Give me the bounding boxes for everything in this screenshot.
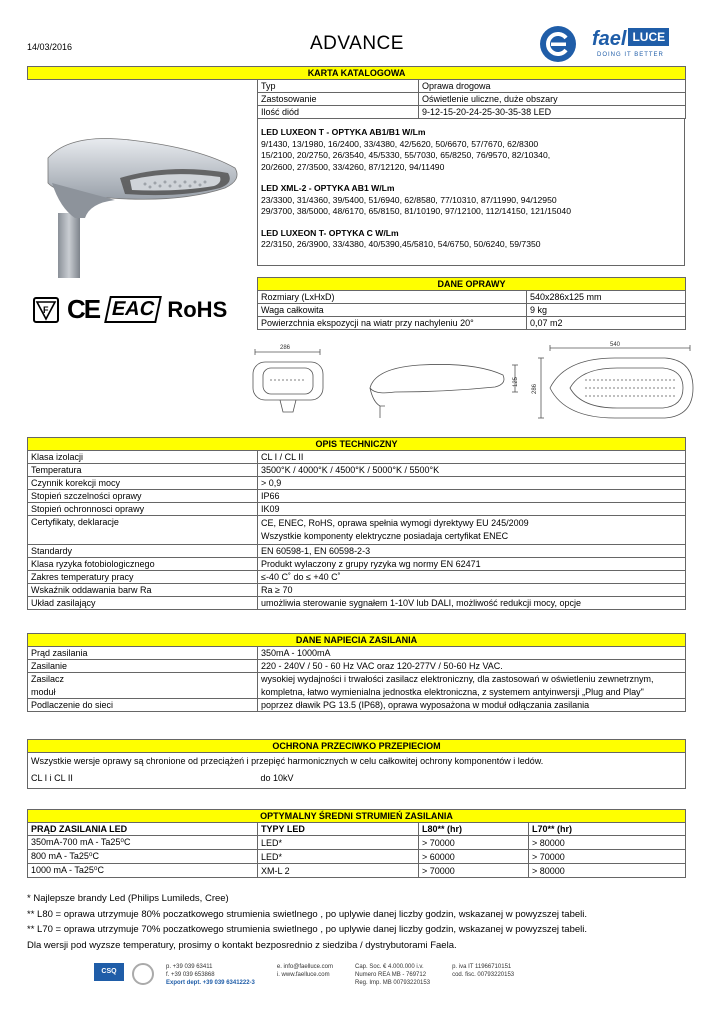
- strumien-cell: XM-L 2: [258, 864, 419, 878]
- strumien-header: PRĄD ZASILANIA LED: [28, 823, 258, 836]
- strumien-cell: > 60000: [419, 850, 529, 864]
- csq-logo: CSQ: [94, 963, 124, 981]
- napiecia-label: Zasilanie: [28, 660, 258, 673]
- certifications: [33, 294, 227, 325]
- opis-label: Układ zasilający: [28, 597, 258, 610]
- optics-block: [257, 118, 685, 266]
- footer-iva: p. iva IT 11966710151: [452, 964, 512, 970]
- ce-mark: CE: [67, 294, 100, 324]
- strumien-cell: > 70000: [529, 850, 686, 864]
- strumien-title: OPTYMALNY ŚREDNI STRUMIEŃ ZASILANIA: [28, 810, 686, 823]
- opis-value: IP66: [258, 490, 686, 503]
- opis-value: EN 60598-1, EN 60598-2-3: [258, 545, 686, 558]
- eac-mark: EAC: [104, 296, 162, 323]
- opis-value: > 0,9: [258, 477, 686, 490]
- optics-line: 23/3300, 31/4360, 39/5400, 51/6940, 62/8580, 77/10310, 87/11990, 94/12950: [261, 194, 557, 205]
- karta-title: KARTA KATALOGOWA: [28, 67, 686, 80]
- optics-line: 29/3700, 38/5000, 48/6170, 65/8150, 81/10190, 97/12100, 112/14150, 121/15040: [261, 206, 571, 216]
- dim-540: 540: [610, 342, 621, 348]
- opis-label: Klasa izolacji: [28, 451, 258, 464]
- brand-tagline: DOING IT BETTER: [597, 52, 664, 58]
- napiecia-label: Podlaczenie do sieci: [28, 699, 258, 712]
- strumien-header: L70** (hr): [529, 823, 686, 836]
- opis-label: Stopień szczelności oprawy: [28, 490, 258, 503]
- opis-label: Zakres temperatury pracy: [28, 571, 258, 584]
- footer-tax: [452, 963, 514, 979]
- oprawa-value: 0,07 m2: [527, 317, 686, 330]
- footer-phone: p. +39 039 63411: [166, 964, 213, 970]
- footnote: ** L80 = oprawa utrzymuje 80% poczatkowego strumienia swietlnego , po uplywie danej liczby godzin, wskazanej w powyzszej tabeli.: [27, 908, 588, 920]
- opis-title: OPIS TECHNICZNY: [28, 438, 686, 451]
- ochrona-title: OCHRONA PRZECIWKO PRZEPIECIOM: [28, 740, 686, 753]
- dim-125: 125: [513, 376, 519, 387]
- opis-value: [258, 516, 686, 545]
- footer-capital: Cap. Soc. € 4.000.000 i.v.: [355, 964, 424, 970]
- opis-label: Czynnik korekcji mocy: [28, 477, 258, 490]
- strumien-cell: 1000 mA - Ta25⁰C: [28, 864, 258, 878]
- model-title: ADVANCE: [310, 33, 404, 54]
- strumien-cell: LED*: [258, 850, 419, 864]
- napiecia-value: 350mA - 1000mA: [258, 647, 686, 660]
- napiecia-value: 220 - 240V / 50 - 60 Hz VAC oraz 120-277V / 50-60 Hz VAC.: [258, 660, 686, 673]
- strumien-cell: 350mA-700 mA - Ta25⁰C: [28, 836, 258, 850]
- fael-e-logo-icon: [540, 26, 576, 62]
- date: 14/03/2016: [27, 42, 73, 52]
- strumien-cell: > 70000: [419, 836, 529, 850]
- strumien-cell: > 80000: [529, 864, 686, 878]
- opis-value: umożliwia sterowanie sygnałem 1-10V lub DALI, możliwość redukcji mocy, opcje: [258, 597, 686, 610]
- footer: [94, 963, 536, 987]
- footnote: ** L70 = oprawa utrzymuje 70% poczatkowego strumienia swietlnego , po uplywie danej liczby godzin, wskazanej w powyzszej tabeli.: [27, 924, 588, 935]
- opis-value: ≤-40 C˚ do ≤ +40 C˚: [258, 571, 686, 584]
- karta-label: Zastosowanie: [258, 93, 419, 106]
- strumien-table: [27, 809, 686, 878]
- opis-cert-line: CE, ENEC, RoHS, oprawa spełnia wymogi dyrektywy EU 245/2009: [261, 518, 529, 528]
- opis-label: Standardy: [28, 545, 258, 558]
- napiecia-value: poprzez dławik PG 13.5 (IP68), oprawa wyposażona w moduł odłączania zasilania: [258, 699, 686, 712]
- oprawa-value: 540x286x125 mm: [527, 291, 686, 304]
- ochrona-text: Wszystkie wersje oprawy są chronione od przeciążeń i przepięć harmonicznych w celu całkowitej ochrony komponentów i ledów.: [28, 753, 686, 769]
- footer-cf: cod. fisc. 00793220153: [452, 972, 515, 978]
- oprawa-value: 9 kg: [527, 304, 686, 317]
- luminaire-photo: [30, 128, 245, 278]
- footer-web: [277, 963, 333, 979]
- strumien-header: L80** (hr): [419, 823, 529, 836]
- karta-value: Oprawa drogowa: [419, 80, 686, 93]
- footer-company: [355, 963, 430, 987]
- footnotes: [27, 891, 587, 953]
- footer-contact: [166, 963, 255, 987]
- footer-fax: f. +39 039 653868: [166, 972, 215, 978]
- optics-line: 22/3150, 26/3900, 33/4380, 40/5390,45/5810, 54/6750, 50/6240, 59/7350: [261, 239, 541, 249]
- opis-value: Ra ≥ 70: [258, 584, 686, 597]
- footer-reg: Reg. Imp. MB 00793220153: [355, 980, 431, 986]
- opis-value: Produkt wylaczony z grupy ryzyka wg normy EN 62471: [258, 558, 686, 571]
- opis-table: [27, 437, 686, 610]
- opis-label: Wskaźnik oddawania barw Ra: [28, 584, 258, 597]
- oprawa-label: Powierzchnia ekspozycji na wiatr przy nachyleniu 20°: [258, 317, 527, 330]
- f-mark-icon: [33, 297, 59, 323]
- dane-oprawy-title: DANE OPRAWY: [258, 278, 686, 291]
- footer-email[interactable]: e. info@faelluce.com: [276, 964, 334, 970]
- oprawa-label: Rozmiary (LxHxD): [258, 291, 527, 304]
- strumien-cell: 800 mA - Ta25⁰C: [28, 850, 258, 864]
- opis-value: CL I / CL II: [258, 451, 686, 464]
- optics-line: 15/2100, 20/2750, 26/3540, 45/5330, 55/7030, 65/8250, 76/9570, 82/10340,: [261, 150, 551, 160]
- karta-value: Oświetlenie uliczne, duże obszary: [419, 93, 686, 106]
- ochrona-value: do 10kV: [258, 769, 686, 789]
- opis-value: 3500°K / 4000°K / 4500°K / 5000°K / 5500°K: [258, 464, 686, 477]
- napiecia-label: Zasilacz: [28, 673, 258, 686]
- karta-table: [27, 66, 686, 119]
- ochrona-table: [27, 739, 686, 789]
- napiecia-title: DANE NAPIECIA ZASILANIA: [28, 634, 686, 647]
- strumien-cell: LED*: [258, 836, 419, 850]
- opis-label: Certyfikaty, deklaracje: [28, 516, 258, 545]
- opis-label: Temperatura: [28, 464, 258, 477]
- napiecia-table: [27, 633, 686, 712]
- svg-text:F: F: [43, 304, 49, 315]
- footer-export: Export dept. +39 039 6341222-3: [166, 980, 255, 986]
- opis-label: Stopień ochronnosci oprawy: [28, 503, 258, 516]
- dane-oprawy-table: [257, 277, 686, 330]
- footer-website[interactable]: i. www.faelluce.com: [276, 972, 330, 978]
- brand-logo: [592, 28, 669, 51]
- dim-286b: 286: [532, 383, 538, 394]
- oprawa-label: Waga całkowita: [258, 304, 527, 317]
- footnote: * Najlepsze brandy Led (Philips Lumileds, Cree): [27, 893, 229, 904]
- optics-line: 20/2600, 27/3500, 33/4260, 87/12120, 94/11490: [261, 161, 445, 172]
- strumien-header: TYPY LED: [258, 823, 419, 836]
- optics-title: LED LUXEON T- OPTYKA C W/Lm: [261, 227, 399, 238]
- karta-label: Typ: [258, 80, 419, 93]
- rohs-mark: RoHS: [167, 296, 228, 322]
- napiecia-label: Prąd zasilania: [28, 647, 258, 660]
- technical-drawing: [245, 340, 695, 425]
- optics-title: LED XML-2 - OPTYKA AB1 W/Lm: [261, 183, 395, 193]
- napiecia-label: moduł: [28, 686, 258, 699]
- brand-name: fael: [592, 28, 627, 50]
- certification-ring-icon: [132, 963, 154, 985]
- napiecia-value: wysokiej wydajności i trwałości zasilacz elektroniczny, dla zastosowań w oświetleniu zewnetrznym,: [258, 673, 686, 686]
- ochrona-label: CL I i CL II: [28, 769, 258, 789]
- opis-label: Klasa ryzyka fotobiologicznego: [28, 558, 258, 571]
- opis-cert-line: Wszystkie komponenty elektryczne posiadaja certyfikat ENEC: [261, 531, 509, 541]
- footnote: Dla wersji pod wyzsze temperatury, prosimy o kontakt bezposrednio z siedziba / dystrybutorami Faela.: [27, 939, 457, 951]
- footer-rea: Numero REA MB - 769712: [355, 972, 427, 978]
- dim-286: 286: [280, 345, 291, 351]
- karta-value: 9-12-15-20-24-25-30-35-38 LED: [419, 106, 686, 119]
- napiecia-value: kompletna, łatwo wymienialna jednostka elektroniczna, z systemem antyinwersji „Plug and Play": [258, 686, 686, 699]
- strumien-cell: > 70000: [419, 864, 529, 878]
- strumien-cell: > 80000: [529, 836, 686, 850]
- karta-label: Ilość diód: [258, 106, 419, 119]
- optics-title: LED LUXEON T - OPTYKA AB1/B1 W/Lm: [261, 127, 426, 137]
- brand-luce: LUCE: [628, 28, 669, 46]
- optics-line: 9/1430, 13/1980, 16/2400, 33/4380, 42/5620, 50/6670, 57/7670, 62/8300: [261, 138, 539, 149]
- opis-value: IK09: [258, 503, 686, 516]
